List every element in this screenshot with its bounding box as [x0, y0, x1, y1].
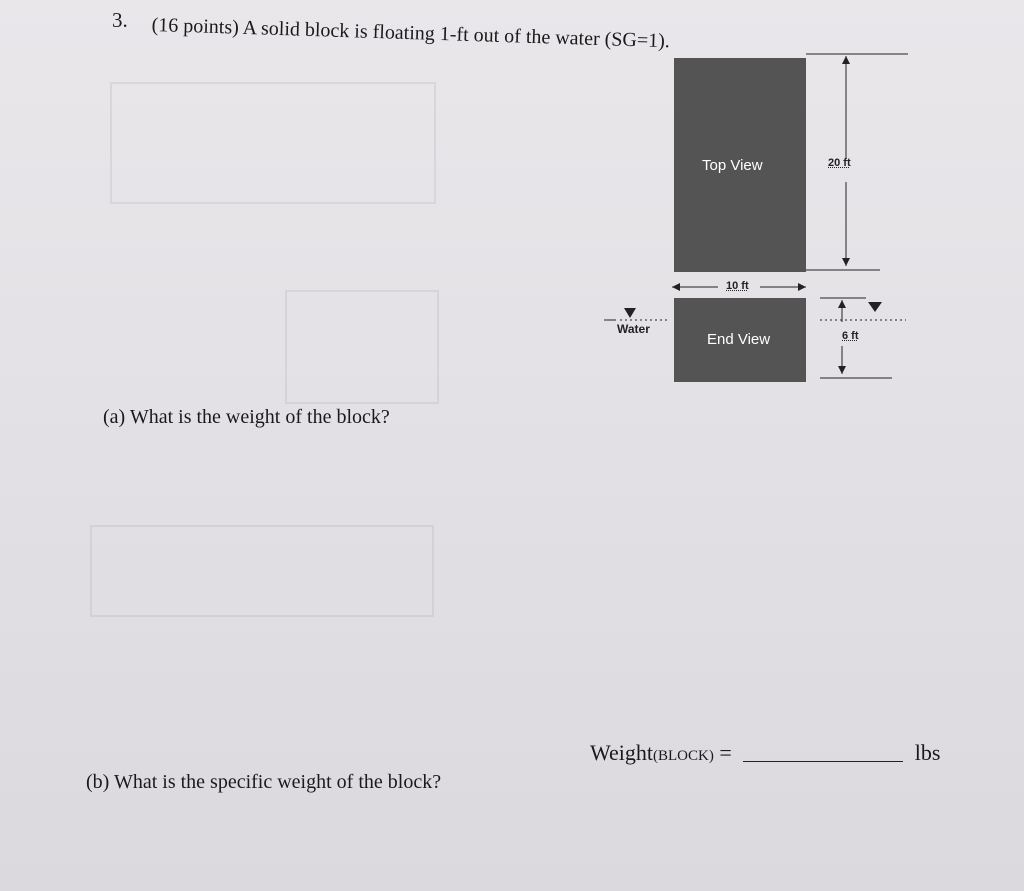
- end-view-label: End View: [707, 331, 771, 348]
- bleed-through-box: [90, 525, 434, 617]
- block-diagram: [580, 40, 910, 400]
- length-dimension: 20 ft: [828, 157, 851, 169]
- top-view-label: Top View: [702, 157, 763, 174]
- width-dimension: 10 ft: [726, 280, 749, 292]
- equals-sign: =: [719, 740, 732, 765]
- height-dimension: 6 ft: [842, 330, 859, 342]
- weight-subscript: (BLOCK): [653, 748, 714, 764]
- water-label: Water: [617, 322, 650, 336]
- part-b-question: (b) What is the specific weight of the block?: [86, 771, 442, 793]
- bleed-through-box: [285, 290, 439, 404]
- question-number: 3.: [112, 8, 128, 32]
- question-text: (16 points) A solid block is floating 1-ft out of the water (SG=1).: [151, 14, 671, 53]
- weight-label: Weight: [590, 740, 653, 765]
- part-a-question: (a) What is the weight of the block?: [103, 406, 390, 428]
- bleed-through-box: [110, 82, 436, 204]
- weight-answer-line: [590, 740, 940, 766]
- weight-unit: lbs: [914, 740, 941, 765]
- weight-answer-blank[interactable]: [743, 761, 903, 762]
